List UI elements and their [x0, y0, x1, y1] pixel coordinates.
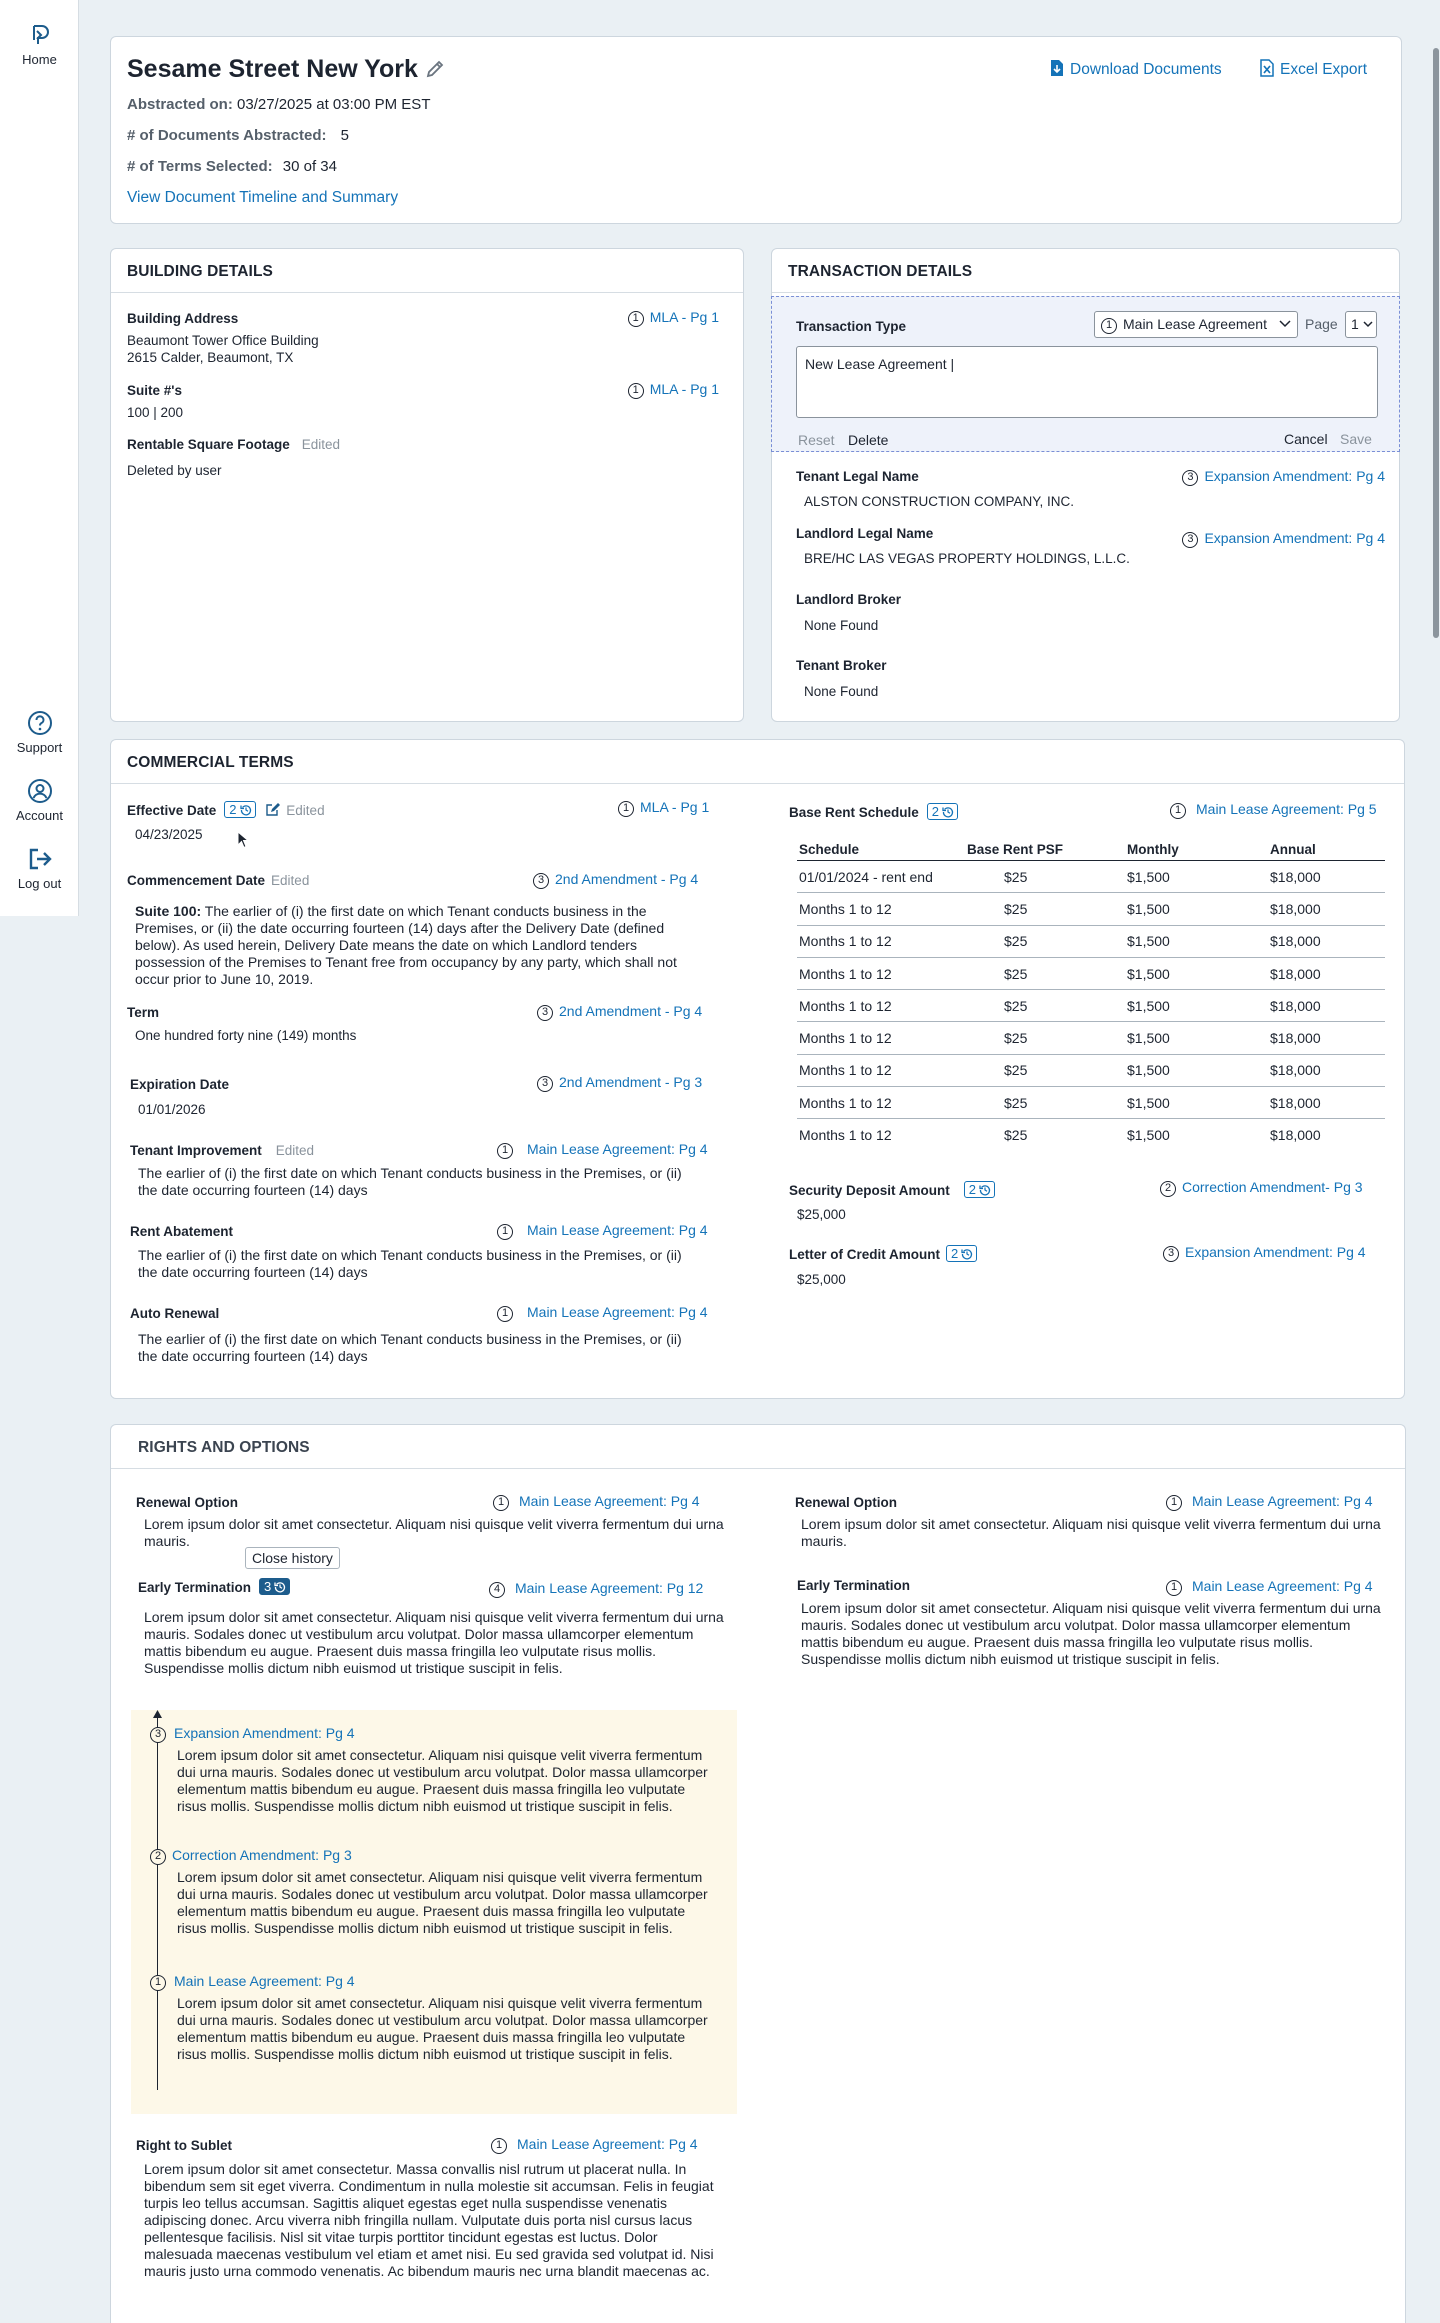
download-documents-button[interactable] — [1050, 59, 1222, 79]
ref-link-text: MLA - Pg 1 — [649, 309, 719, 325]
rsf-value: Deleted by user — [127, 463, 222, 478]
table-row — [797, 1022, 1385, 1054]
landlord-legal-name-label: Landlord Legal Name — [796, 526, 934, 541]
auto-renewal-ref[interactable] — [497, 1304, 708, 1322]
table-row — [797, 1087, 1385, 1119]
ref-number-badge: 3 — [1182, 532, 1198, 548]
tenant-improvement-ref[interactable] — [497, 1141, 708, 1159]
save-button[interactable]: Save — [1340, 431, 1372, 447]
psf-cell: $25 — [967, 861, 1112, 893]
history-icon — [942, 806, 954, 818]
suite-ref[interactable] — [628, 381, 719, 399]
early-termination-right-text: Lorem ipsum dolor sit amet consectetur. Aliquam nisi quisque velit viverra fermentum dui urna mauris. Sodales donec ut vestibulum arcu volutpat. Dolor massa ullamcorper elementum mattis bibendum eu augue. Praesent duis massa fringilla leo vulputate risus mollis. Suspendisse mollis dictum nibh euismod ut tristique suscipit in felis. — [801, 1600, 1381, 1667]
base-rent-schedule-label-text: Base Rent Schedule — [789, 805, 919, 820]
chevron-down-icon — [1279, 320, 1291, 328]
ref-link-text: MLA - Pg 1 — [649, 381, 719, 397]
commencement-date-label — [127, 873, 309, 888]
history-entry-text: Lorem ipsum dolor sit amet consectetur. Aliquam nisi quisque velit viverra fermentum dui urna mauris. Sodales donec ut vestibulum arcu volutpat. Dolor massa ullamcorper elementum mattis bibendum eu augue. Praesent duis massa fringilla leo vulputate risus mollis. Suspendisse mollis dictum nibh euismod ut tristique suscipit in felis. — [177, 1995, 708, 2062]
security-deposit-ref[interactable] — [1160, 1179, 1363, 1197]
history-toggle[interactable] — [946, 1245, 977, 1262]
docs-label: # of Documents Abstracted: — [127, 127, 327, 144]
ref-number-badge: 1 — [493, 1495, 509, 1511]
early-termination-label — [138, 1578, 290, 1595]
psf-cell: $25 — [967, 925, 1112, 957]
annual-cell: $18,000 — [1250, 1087, 1385, 1119]
page-scrollbar[interactable] — [1433, 48, 1439, 638]
ref-link-text: 2nd Amendment - Pg 3 — [559, 1074, 703, 1090]
ref-link-text: MLA - Pg 1 — [640, 799, 710, 815]
auto-renewal-label: Auto Renewal — [130, 1306, 220, 1321]
building-details-card — [110, 248, 744, 722]
suite-prefix: Suite 100: — [135, 903, 202, 919]
download-label: Download Documents — [1070, 61, 1222, 78]
annual-cell: $18,000 — [1250, 957, 1385, 989]
annual-cell: $18,000 — [1250, 893, 1385, 925]
early-termination-label-text: Early Termination — [138, 1580, 252, 1595]
monthly-cell: $1,500 — [1112, 861, 1250, 893]
history-toggle[interactable] — [224, 801, 255, 818]
letter-of-credit-label — [789, 1245, 977, 1262]
monthly-cell: $1,500 — [1127, 1127, 1170, 1144]
excel-file-icon — [1260, 59, 1274, 77]
chevron-down-icon — [1363, 321, 1373, 328]
ref-link-text: Main Lease Agreement: Pg 4 — [527, 1141, 708, 1157]
history-entry — [150, 1725, 730, 1815]
monthly-cell: $1,500 — [1112, 1087, 1250, 1119]
schedule-cell: Months 1 to 12 — [797, 957, 967, 989]
nav-account[interactable] — [0, 778, 79, 823]
ref-number-badge: 4 — [489, 1582, 505, 1598]
history-entry-text: Lorem ipsum dolor sit amet consectetur. Aliquam nisi quisque velit viverra fermentum dui urna mauris. Sodales donec ut vestibulum arcu volutpat. Dolor massa ullamcorper elementum mattis bibendum eu augue. Praesent duis massa fringilla leo vulputate risus mollis. Suspendisse mollis dictum nibh euismod ut tristique suscipit in felis. — [177, 1869, 708, 1936]
document-select-value: Main Lease Agreement — [1123, 316, 1267, 332]
security-deposit-label — [789, 1181, 995, 1198]
table-row — [797, 925, 1385, 957]
nav-logout[interactable] — [0, 846, 79, 891]
reset-button[interactable]: Reset — [798, 432, 835, 448]
early-termination-right-ref[interactable] — [1166, 1578, 1373, 1596]
rsf-label-text: Rentable Square Footage — [127, 437, 290, 452]
commencement-date-ref[interactable] — [533, 871, 698, 889]
annual-cell: $18,000 — [1250, 990, 1385, 1022]
building-address-ref[interactable] — [628, 309, 719, 327]
home-icon — [27, 22, 53, 48]
schedule-cell: Months 1 to 12 — [799, 1127, 892, 1144]
schedule-cell: Months 1 to 12 — [797, 1087, 967, 1119]
ref-number-badge: 1 — [497, 1143, 513, 1159]
ref-number-badge: 3 — [537, 1076, 553, 1092]
transaction-heading: TRANSACTION DETAILS — [772, 249, 1399, 293]
schedule-cell: Months 1 to 12 — [797, 925, 967, 957]
tenant-legal-name-value: ALSTON CONSTRUCTION COMPANY, INC. — [804, 494, 1075, 509]
ref-link-text: Main Lease Agreement: Pg 4 — [527, 1222, 708, 1238]
monthly-cell: $1,500 — [1112, 1022, 1250, 1054]
page-label: Page — [1305, 316, 1338, 332]
close-history-tooltip[interactable]: Close history — [245, 1547, 340, 1569]
letter-of-credit-ref[interactable] — [1163, 1244, 1366, 1262]
expiration-date-label: Expiration Date — [130, 1077, 230, 1092]
early-termination-ref[interactable] — [489, 1580, 703, 1598]
ref-link-text: Main Lease Agreement: Pg 4 — [1192, 1578, 1373, 1594]
table-row — [797, 1119, 1385, 1151]
export-label: Excel Export — [1280, 61, 1368, 78]
history-entry-ref[interactable]: Main Lease Agreement: Pg 4 — [174, 1973, 355, 1989]
edited-badge: Edited — [286, 803, 325, 818]
page-select[interactable] — [1345, 311, 1377, 338]
effective-date-label — [127, 801, 325, 818]
page-title: Sesame Street New York — [127, 55, 418, 83]
ref-link-text: Main Lease Agreement: Pg 4 — [517, 2136, 698, 2152]
ref-number-badge: 1 — [1166, 1580, 1182, 1596]
rent-abatement-text: The earlier of (i) the first date on which Tenant conducts business in the Premises, or (ii) the date occurring fourteen (14) days — [138, 1247, 682, 1280]
history-entry — [150, 1847, 730, 1937]
page-select-value: 1 — [1351, 316, 1359, 332]
nav-home-label: Home — [22, 52, 57, 67]
history-icon — [961, 1248, 973, 1260]
arrow-up-icon — [153, 1710, 162, 1718]
history-entry-ref[interactable]: Correction Amendment: Pg 3 — [172, 1847, 352, 1863]
ref-number-badge: 1 — [1170, 803, 1186, 819]
renewal-option-right-ref[interactable] — [1166, 1493, 1373, 1511]
tenant-improvement-label-text: Tenant Improvement — [130, 1143, 262, 1158]
history-count: 2 — [951, 1246, 959, 1261]
ref-link-text: Main Lease Agreement: Pg 12 — [515, 1580, 704, 1596]
edit-icon[interactable] — [265, 802, 280, 817]
ref-number-badge: 1 — [497, 1224, 513, 1240]
monthly-cell: $1,500 — [1112, 957, 1250, 989]
renewal-option-text: Lorem ipsum dolor sit amet consectetur. Aliquam nisi quisque velit viverra fermentum dui urna mauris. — [144, 1516, 724, 1549]
commencement-date-label-text: Commencement Date — [127, 873, 266, 888]
ref-link-text: Expansion Amendment: Pg 4 — [1204, 530, 1385, 546]
ref-link-text: Main Lease Agreement: Pg 4 — [519, 1493, 700, 1509]
abstracted-value: 03/27/2025 at 03:00 PM EST — [237, 96, 431, 113]
rent-abatement-label: Rent Abatement — [130, 1224, 234, 1239]
cancel-button[interactable]: Cancel — [1284, 431, 1328, 447]
terms-label: # of Terms Selected: — [127, 158, 273, 175]
right-to-sublet-label: Right to Sublet — [136, 2138, 232, 2153]
schedule-cell: Months 1 to 12 — [797, 1054, 967, 1086]
psf-cell: $25 — [967, 893, 1112, 925]
history-count: 2 — [968, 1182, 977, 1197]
history-entry-number: 3 — [150, 1727, 166, 1743]
security-deposit-value: $25,000 — [797, 1207, 846, 1222]
ref-number-badge: 3 — [1163, 1246, 1179, 1262]
history-entry-number: 2 — [150, 1849, 166, 1865]
effective-date-value: 04/23/2025 — [135, 827, 203, 842]
effective-date-ref[interactable] — [618, 799, 709, 817]
timeline-link[interactable]: View Document Timeline and Summary — [127, 189, 399, 206]
edited-badge: Edited — [275, 1143, 315, 1158]
suite-label: Suite #'s — [127, 383, 182, 398]
term-value: One hundred forty nine (149) months — [135, 1028, 357, 1043]
ref-link-text: Correction Amendment- Pg 3 — [1182, 1179, 1363, 1195]
ref-link-text: Main Lease Agreement: Pg 4 — [1192, 1493, 1373, 1509]
landlord-broker-value: None Found — [804, 618, 879, 633]
terms-value: 30 of 34 — [282, 158, 337, 175]
early-termination-right-label: Early Termination — [797, 1578, 911, 1593]
excel-export-button[interactable] — [1260, 59, 1367, 79]
ref-link-text: 2nd Amendment - Pg 4 — [559, 1003, 703, 1019]
expiration-date-value: 01/01/2026 — [138, 1102, 206, 1117]
nav-account-label: Account — [16, 808, 63, 823]
history-count: 3 — [264, 1579, 272, 1594]
building-address-label: Building Address — [127, 311, 239, 326]
monthly-cell: $1,500 — [1112, 990, 1250, 1022]
building-address-line1: Beaumont Tower Office Building — [127, 333, 319, 348]
history-count: 2 — [229, 802, 237, 817]
tenant-legal-name-label: Tenant Legal Name — [796, 469, 919, 484]
auto-renewal-text: The earlier of (i) the first date on which Tenant conducts business in the Premises, or (ii) the date occurring fourteen (14) days — [138, 1331, 682, 1364]
user-icon — [27, 778, 53, 804]
select-number-badge: 1 — [1101, 318, 1117, 334]
renewal-option-label: Renewal Option — [136, 1495, 239, 1510]
ref-number-badge: 1 — [618, 801, 634, 817]
table-header-row — [797, 842, 1385, 861]
term-ref[interactable] — [537, 1003, 702, 1021]
history-icon — [240, 804, 252, 816]
rights-options-card — [110, 1424, 1406, 2323]
ref-link-text: Expansion Amendment: Pg 4 — [1204, 468, 1385, 484]
mouse-cursor-icon — [237, 831, 249, 849]
ref-number-badge: 1 — [491, 2138, 507, 2154]
ref-number-badge: 1 — [497, 1306, 513, 1322]
expiration-date-ref[interactable] — [537, 1074, 702, 1092]
schedule-cell: Months 1 to 12 — [797, 1022, 967, 1054]
renewal-option-right-text: Lorem ipsum dolor sit amet consectetur. Aliquam nisi quisque velit viverra fermentum dui urna mauris. — [801, 1516, 1381, 1549]
help-icon — [27, 710, 53, 736]
download-file-icon — [1050, 59, 1064, 77]
document-select[interactable] — [1094, 311, 1298, 338]
tenant-broker-value: None Found — [804, 684, 879, 699]
annual-cell: $18,000 — [1270, 1127, 1321, 1144]
delete-button[interactable]: Delete — [848, 432, 889, 448]
column-header-annual: Annual — [1250, 842, 1385, 861]
psf-cell: $25 — [967, 1022, 1112, 1054]
history-panel — [131, 1710, 737, 2114]
commencement-date-text — [135, 903, 705, 988]
ref-number-badge: 1 — [628, 311, 644, 327]
monthly-cell: $1,500 — [1112, 1054, 1250, 1086]
schedule-cell: Months 1 to 12 — [797, 990, 967, 1022]
commercial-terms-card — [110, 739, 1405, 1399]
security-deposit-label-text: Security Deposit Amount — [789, 1183, 950, 1198]
table-row — [797, 893, 1385, 925]
edited-badge: Edited — [271, 873, 310, 888]
nav-logout-label: Log out — [17, 876, 62, 891]
landlord-legal-name-value: BRE/HC LAS VEGAS PROPERTY HOLDINGS, L.L.C. — [804, 551, 1130, 566]
monthly-cell: $1,500 — [1112, 925, 1250, 957]
letter-of-credit-label-text: Letter of Credit Amount — [789, 1247, 940, 1262]
schedule-cell: 01/01/2024 - rent end — [797, 861, 967, 893]
history-toggle[interactable] — [927, 803, 958, 820]
tenant-broker-label: Tenant Broker — [796, 658, 887, 673]
letter-of-credit-value: $25,000 — [797, 1272, 846, 1287]
transaction-details-card — [771, 248, 1400, 722]
tenant-improvement-label — [130, 1143, 314, 1158]
table-row — [797, 990, 1385, 1022]
transaction-type-edit-panel — [771, 296, 1400, 452]
history-entry-ref[interactable]: Expansion Amendment: Pg 4 — [174, 1725, 355, 1741]
pencil-icon[interactable] — [425, 59, 445, 79]
tenant-improvement-text: The earlier of (i) the first date on which Tenant conducts business in the Premises, or (ii) the date occurring fourteen (14) days — [138, 1165, 682, 1198]
tenant-legal-name-ref[interactable] — [1182, 468, 1385, 486]
early-termination-text: Lorem ipsum dolor sit amet consectetur. Aliquam nisi quisque velit viverra fermentum dui urna mauris. Sodales donec ut vestibulum arcu volutpat. Dolor massa ullamcorper elementum mattis bibendum eu augue. Praesent duis massa fringilla leo vulputate risus mollis. Suspendisse mollis dictum nibh euismod ut tristique suscipit in felis. — [144, 1609, 724, 1676]
table-row — [797, 1054, 1385, 1086]
ref-number-badge: 1 — [1166, 1495, 1182, 1511]
table-row — [797, 861, 1385, 893]
ref-link-text: Main Lease Agreement: Pg 4 — [527, 1304, 708, 1320]
transaction-type-textarea[interactable]: New Lease Agreement | — [796, 346, 1378, 418]
monthly-cell: $1,500 — [1112, 893, 1250, 925]
ref-number-badge: 3 — [533, 873, 549, 889]
column-header-schedule: Schedule — [797, 842, 967, 861]
building-heading: BUILDING DETAILS — [111, 249, 743, 293]
annual-cell: $18,000 — [1250, 861, 1385, 893]
rsf-label — [127, 437, 340, 452]
ref-link-text: 2nd Amendment - Pg 4 — [555, 871, 699, 887]
ref-link-text: Expansion Amendment: Pg 4 — [1185, 1244, 1366, 1260]
column-header-psf: Base Rent PSF — [967, 842, 1112, 861]
effective-date-label-text: Effective Date — [127, 803, 217, 818]
right-to-sublet-ref[interactable] — [491, 2136, 698, 2154]
ref-number-badge: 1 — [628, 383, 644, 399]
term-label: Term — [127, 1005, 160, 1020]
renewal-option-right-label: Renewal Option — [795, 1495, 898, 1510]
commercial-heading: COMMERCIAL TERMS — [111, 740, 1404, 784]
commencement-text-body: The earlier of (i) the first date on which Tenant conducts business in the Premises, or (ii) the date occurring fourteen (14) days after the Delivery Date (defined below). As used herein, Delivery Date means the date on which Landlord tenders possession of the Premises to Tenant free from occupancy by any party, which shall not occur prior to June 10, 2019. — [135, 903, 677, 987]
psf-cell: $25 — [967, 1054, 1112, 1086]
ref-number-badge: 2 — [1160, 1181, 1176, 1197]
history-toggle-active[interactable] — [259, 1578, 290, 1595]
annual-cell: $18,000 — [1250, 1022, 1385, 1054]
nav-support-label: Support — [16, 740, 63, 755]
base-rent-schedule-label — [789, 803, 958, 820]
history-entry-number: 1 — [150, 1975, 166, 1991]
transaction-type-label: Transaction Type — [796, 319, 907, 334]
base-rent-table — [797, 842, 1385, 1151]
annual-cell: $18,000 — [1250, 925, 1385, 957]
ref-number-badge: 3 — [1182, 470, 1198, 486]
rights-heading: RIGHTS AND OPTIONS — [111, 1425, 1405, 1469]
history-entry — [150, 1973, 730, 2063]
docs-row — [127, 127, 349, 144]
logout-icon — [27, 846, 53, 872]
base-rent-schedule-ref[interactable] — [1170, 801, 1377, 819]
building-address-line2: 2615 Calder, Beaumont, TX — [127, 350, 294, 365]
suite-value: 100 | 200 — [127, 405, 184, 420]
rent-abatement-ref[interactable] — [497, 1222, 708, 1240]
nav-support[interactable] — [0, 710, 79, 755]
psf-cell: $25 — [1004, 1127, 1028, 1144]
sidebar — [0, 0, 79, 916]
terms-row — [127, 158, 337, 175]
nav-home[interactable] — [0, 22, 79, 67]
psf-cell: $25 — [967, 957, 1112, 989]
psf-cell: $25 — [967, 1087, 1112, 1119]
renewal-option-ref[interactable] — [493, 1493, 700, 1511]
docs-value: 5 — [340, 127, 349, 144]
history-icon — [979, 1184, 991, 1196]
annual-cell: $18,000 — [1250, 1054, 1385, 1086]
landlord-broker-label: Landlord Broker — [796, 592, 902, 607]
table-row — [797, 957, 1385, 989]
psf-cell: $25 — [967, 990, 1112, 1022]
header-card — [110, 36, 1402, 224]
ref-number-badge: 3 — [537, 1005, 553, 1021]
edited-badge: Edited — [301, 437, 341, 452]
schedule-cell: Months 1 to 12 — [797, 893, 967, 925]
landlord-legal-name-ref[interactable] — [1182, 530, 1385, 548]
column-header-monthly: Monthly — [1112, 842, 1250, 861]
history-entry-text: Lorem ipsum dolor sit amet consectetur. Aliquam nisi quisque velit viverra fermentum dui urna mauris. Sodales donec ut vestibulum arcu volutpat. Dolor massa ullamcorper elementum mattis bibendum eu augue. Praesent duis massa fringilla leo vulputate risus mollis. Suspendisse mollis dictum nibh euismod ut tristique suscipit in felis. — [177, 1747, 708, 1814]
history-toggle[interactable] — [964, 1181, 995, 1198]
abstracted-label: Abstracted on: — [127, 96, 233, 113]
ref-link-text: Main Lease Agreement: Pg 5 — [1196, 801, 1377, 817]
right-to-sublet-text: Lorem ipsum dolor sit amet consectetur. Massa convallis nisl rutrum ut placerat nulla. In bibendum sem sit eget viverra. Condimentum in nulla molestie sit accumsan. Felis in feugiat turpis leo tellus accumsan. Sagittis aliquet egestas eget nulla suspendisse venenatis adipiscing donec. Arcu viverra nibh fringilla nullam. Vulputate duis porta nisl cursus lacus pellentesque facilisis. Nisl sit vitae turpis porttitor tincidunt egestas est luctus. Dolor malesuada maecenas vestibulum vel etiam et amet nisi. Eu sed gravida sed volutpat id. Nisi mauris justo urna commodo venenatis. Ac bibendum mauris nec urna blandit maecenas ac. — [144, 2161, 714, 2279]
history-icon — [274, 1581, 286, 1593]
abstracted-row — [127, 96, 430, 113]
history-count: 2 — [931, 804, 940, 819]
